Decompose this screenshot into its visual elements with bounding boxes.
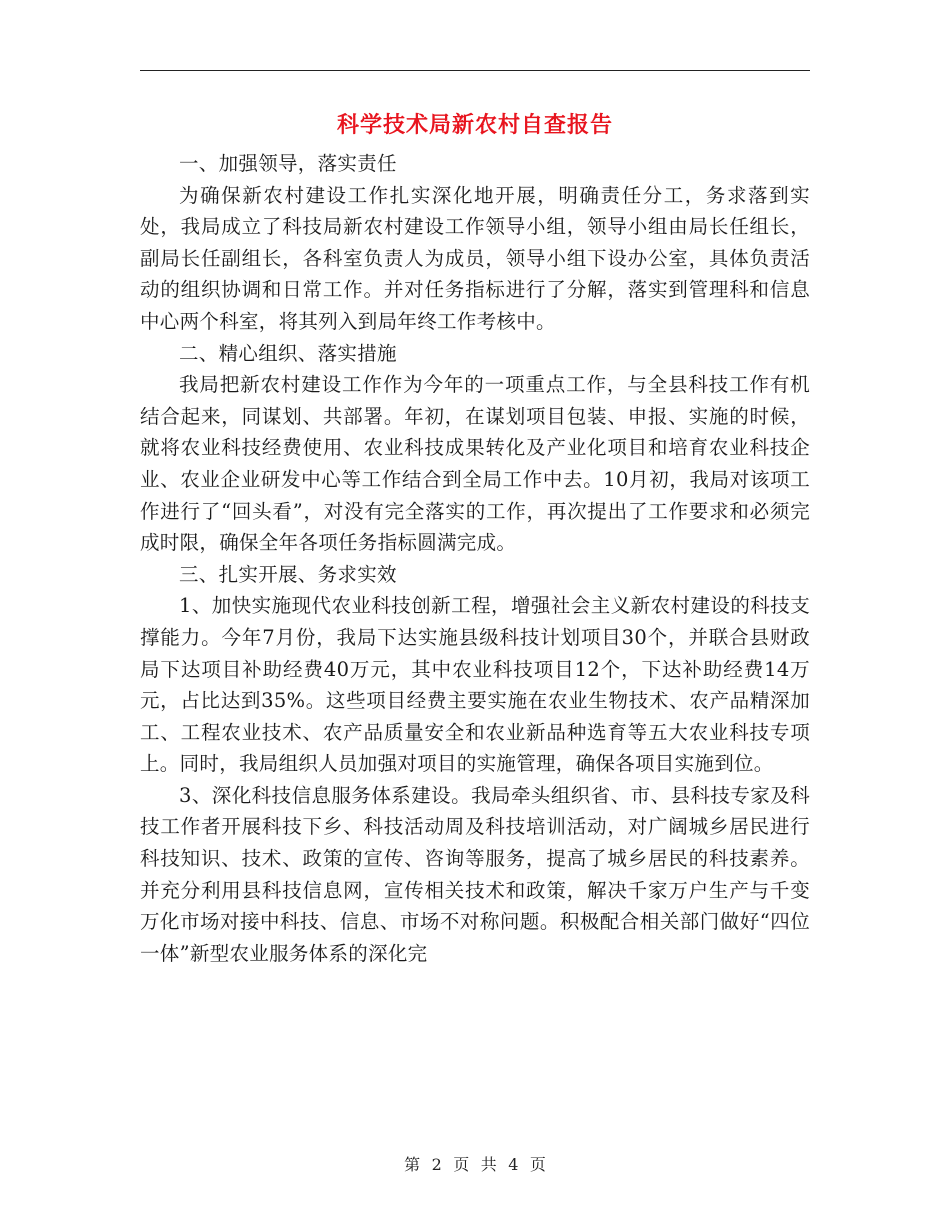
section-heading-2: 二、精心组织、落实措施: [179, 341, 397, 365]
paragraph-2: 我局把新农村建设工作作为今年的一项重点工作，与全县科技工作有机结合起来，同谋划、共部署。年初，在谋划项目包装、申报、实施的时候，就将农业科技经费使用、农业科技成果转化及产业化项目和培育农业科技企业、农业企业研发中心等工作结合到全局工作中去。10月初，我局对该项工作进行了“回头看”，对没有完全落实的工作，再次提出了工作要求和必须完成时限，确保全年各项任务指标圆满完成。: [140, 373, 810, 555]
footer-page-number: 2: [431, 1155, 442, 1174]
document-body: [140, 148, 810, 969]
document-title: 科学技术局新农村自查报告: [336, 112, 613, 138]
footer-total-pages: 4: [508, 1155, 519, 1174]
paragraph-4: 3、深化科技信息服务体系建设。我局牵头组织省、市、县科技专家及科技工作者开展科技下乡、科技活动周及科技培训活动，对广阔城乡居民进行科技知识、技术、政策的宣传、咨询等服务，提高了城乡居民的科技素养。并充分利用县科技信息网，宣传相关技术和政策，解决千家万户生产与千变万化市场对接中科技、信息、市场不对称问题。积极配合相关部门做好“四位一体”新型农业服务体系的深化完: [140, 783, 810, 965]
footer-prefix: 第: [404, 1155, 421, 1174]
footer-total-prefix: 共: [480, 1155, 497, 1174]
footer-total-unit: 页: [529, 1155, 546, 1174]
paragraph-3: 1、加快实施现代农业科技创新工程，增强社会主义新农村建设的科技支撑能力。今年7月份，我局下达实施县级科技计划项目30个，并联合县财政局下达项目补助经费40万元，其中农业科技项目12个，下达补助经费14万元，占比达到35%。这些项目经费主要实施在农业生物技术、农产品精深加工、工程农业技术、农产品质量安全和农业新品种选育等五大农业科技专项上。同时，我局组织人员加强对项目的实施管理，确保各项目实施到位。: [140, 594, 810, 776]
section-heading-3: 三、扎实开展、务求实效: [179, 562, 397, 586]
paragraph-1: 为确保新农村建设工作扎实深化地开展，明确责任分工，务求落到实处，我局成立了科技局新农村建设工作领导小组，领导小组由局长任组长，副局长任副组长，各科室负责人为成员，领导小组下设办公室，具体负责活动的组织协调和日常工作。并对任务指标进行了分解，落实到管理科和信息中心两个科室，将其列入到局年终工作考核中。: [140, 183, 810, 333]
footer-page-unit: 页: [453, 1155, 470, 1174]
header-rule: [140, 70, 810, 71]
section-heading-1: 一、加强领导，落实责任: [179, 152, 397, 175]
page-footer: [0, 1155, 950, 1175]
